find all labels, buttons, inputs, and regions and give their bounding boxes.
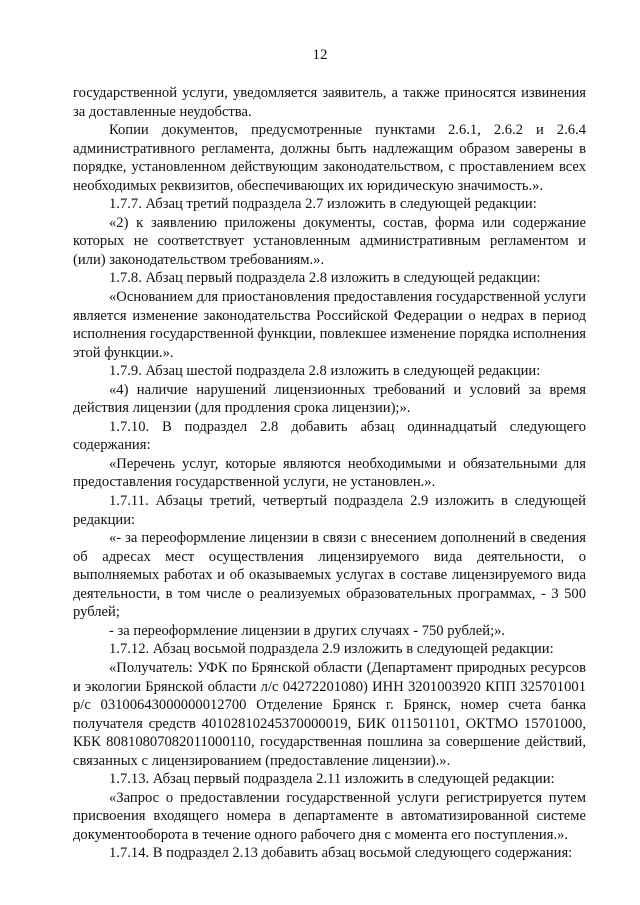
paragraph: «Основанием для приостановления предоставления государственной услуги является изменение законодательства Российской Федерации о недрах в период исполнения государственной функции, повлекшее изменение порядка исполнения этой функции.». [73, 289, 586, 361]
paragraph: «Запрос о предоставлении государственной услуги регистрируется путем присвоения входящего номера в департаменте в автоматизированной системе документооборота в течение одного рабочего дня с момента его поступления.». [73, 789, 586, 843]
paragraph: «2) к заявлению приложены документы, состав, форма или содержание которых не соответствует установленным административным регламентом и (или) законодательством требованиям.». [73, 214, 586, 268]
paragraph: 1.7.11. Абзацы третий, четвертый подраздела 2.9 изложить в следующей редакции: [73, 493, 586, 528]
paragraph: «Получатель: УФК по Брянской области (Департамент природных ресурсов и экологии Брянской области л/с 04272201080) ИНН 3201003920 КПП 325701001 р/с 03100643000000012700 Отделение Брянск г. Брянск, номер счета банка получателя средств 40102810245370000019, БИК 011501101, ОКТМО 15701000, КБК 80810807082011000110, государственная пошлина за совершение действий, связанных с лицензированием (предоставление лицензии).». [73, 659, 586, 769]
paragraph: «Перечень услуг, которые являются необходимыми и обязательными для предоставления государственной услуги, не установлен.». [73, 455, 586, 491]
paragraph: государственной услуги, уведомляется заявитель, а также приносятся извинения за доставленные неудобства. [73, 85, 586, 120]
paragraph: 1.7.14. В подраздел 2.13 добавить абзац восьмой следующего содержания: [109, 845, 573, 862]
paragraph: «- за переоформление лицензии в связи с внесением дополнений в сведения об адресах мест осуществления лицензируемого вида деятельности, о выполняемых работах и об оказываемых услугах в составе лицензируемого вида деятельности, в том числе о реализуемых образовательных программах, - 3 500 рублей; [73, 530, 586, 621]
paragraph: 1.7.7. Абзац третий подраздела 2.7 изложить в следующей редакции: [109, 196, 537, 213]
page-number: 12 [312, 47, 328, 63]
paragraph: 1.7.12. Абзац восьмой подраздела 2.9 изложить в следующей редакции: [109, 641, 554, 658]
paragraph: 1.7.13. Абзац первый подраздела 2.11 изложить в следующей редакции: [109, 771, 555, 788]
paragraph: 1.7.8. Абзац первый подраздела 2.8 изложить в следующей редакции: [109, 270, 541, 287]
document-body [73, 84, 586, 863]
paragraph: Копии документов, предусмотренные пунктами 2.6.1, 2.6.2 и 2.6.4 административного регламента, должны быть надлежащим образом заверены в порядке, установленном действующим законодательством, с проставлением всех необходимых реквизитов, обеспечивающих их юридическую значимость.». [73, 122, 586, 194]
paragraph: 1.7.9. Абзац шестой подраздела 2.8 изложить в следующей редакции: [109, 363, 541, 380]
paragraph: - за переоформление лицензии в других случаях - 750 рублей;». [109, 622, 506, 639]
paragraph: 1.7.10. В подраздел 2.8 добавить абзац одиннадцатый следующего содержания: [73, 418, 586, 454]
paragraph: «4) наличие нарушений лицензионных требований и условий за время действия лицензии (для продления срока лицензии);». [73, 381, 586, 417]
